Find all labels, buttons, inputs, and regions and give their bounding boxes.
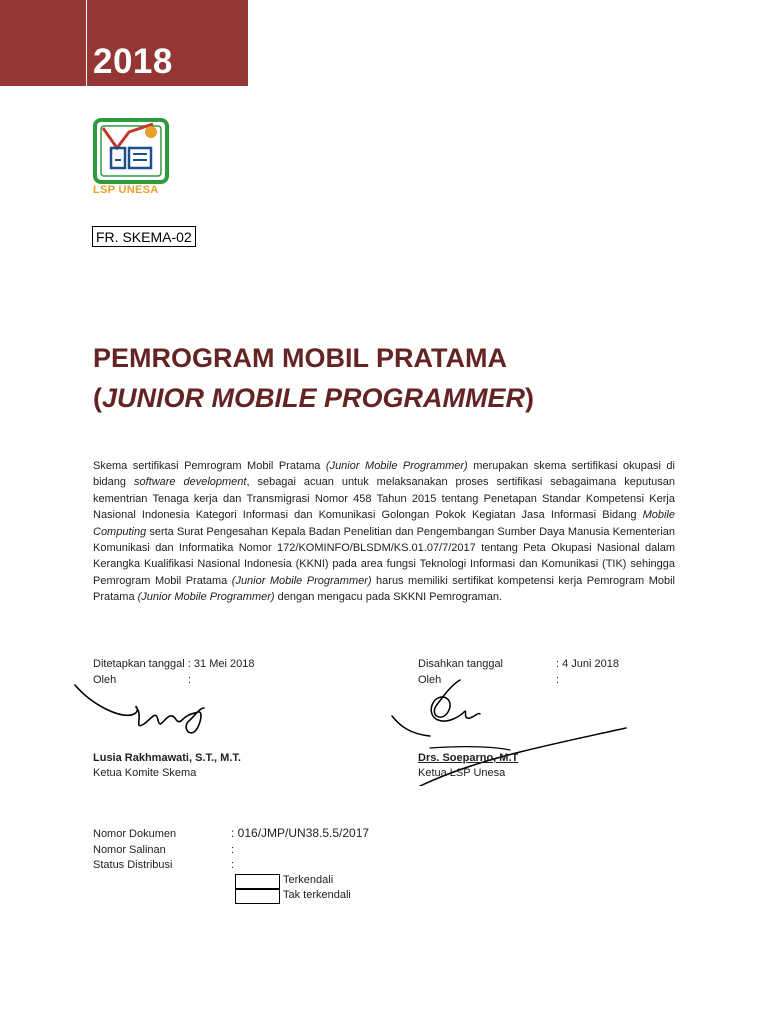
desc-part: serta Surat Pengesahan Kepala Badan Penelitian dan Pengembangan Sumber Daya Manusia Kementerian Komunikasi dan Informatika Nomor 172/KOMINFO/BLSDM/KS.01.07/7/2017 tentang Peta Okupasi Nasional dalam Kerangka Kualifikasi Nasional Indonesia (KKNI) pada area fungsi Teknologi Informasi dan Komunikasi (TIK) sehingga Pemrogram Mobil Pratama xyxy=(93,525,675,587)
desc-part: merupakan skema sertifikasi okupasi di bidang xyxy=(93,460,675,489)
desc-part: Skema sertifikasi Pemrogram Mobil Pratama xyxy=(93,460,326,472)
controlled-label: Terkendali xyxy=(283,874,334,886)
copy-number-label: Nomor Salinan xyxy=(93,844,166,856)
established-date: Ditetapkan tanggal : 31 Mei 2018 xyxy=(93,658,255,670)
right-by-label: Oleh xyxy=(418,674,442,686)
year-label: 2018 xyxy=(93,42,173,81)
desc-part: harus memiliki sertifikat kompetensi kerja Pemrogram Mobil Pratama xyxy=(93,574,675,604)
desc-italic: (Junior Mobile Programmer) xyxy=(231,574,372,587)
title-line-2 xyxy=(93,378,534,418)
title-paren-close: ) xyxy=(525,383,535,413)
title-paren-open: ( xyxy=(93,383,102,413)
form-code: FR. SKEMA-02 xyxy=(92,226,196,247)
controlled-checkbox[interactable] xyxy=(235,874,280,889)
desc-italic: Mobile Computing xyxy=(93,509,675,538)
banner-divider xyxy=(86,0,87,86)
approved-label: Disahkan tanggal xyxy=(418,658,504,670)
scheme-description xyxy=(93,458,675,606)
left-signature-icon xyxy=(72,680,232,750)
uncontrolled-label: Tak terkendali xyxy=(283,889,351,901)
copy-number-value: : xyxy=(231,844,235,856)
desc-italic: (Junior Mobile Programmer) xyxy=(325,460,468,472)
desc-part: dengan mengacu pada SKKNI Pemrograman. xyxy=(274,591,503,604)
distribution-status-label: Status Distribusi xyxy=(93,859,173,871)
title-line-1: PEMROGRAM MOBIL PRATAMA xyxy=(93,343,507,373)
right-signer-role: Ketua LSP Unesa xyxy=(418,767,506,779)
uncontrolled-checkbox[interactable] xyxy=(235,889,280,904)
right-by-colon: : xyxy=(556,674,560,686)
distribution-status-colon: : xyxy=(231,859,235,871)
desc-italic: (Junior Mobile Programmer) xyxy=(137,591,275,604)
scheme-title xyxy=(93,338,534,418)
left-signer-name: Lusia Rakhmawati, S.T., M.T. xyxy=(93,752,241,764)
left-by-colon: : xyxy=(188,674,192,686)
desc-part: , sebagai acuan untuk melaksanakan proses sertifikasi sebagaimana keputusan kementrian Tenaga kerja dan Transmigrasi Nomor 458 Tahun 2015 tentang Penetapan Standar Kompetensi Kerja Nasional Indonesia Kategori Informasi dan Komunikasi Golongan Pokok Kegiatan Jasa Informasi Bidang xyxy=(93,476,675,522)
approved-date: : 4 Juni 2018 xyxy=(556,658,619,670)
doc-number-value: : 016/JMP/UN38.5.5/2017 xyxy=(231,826,370,840)
left-by-label: Oleh xyxy=(93,674,117,686)
doc-number-label: Nomor Dokumen xyxy=(93,828,177,840)
title-english: JUNIOR MOBILE PROGRAMMER xyxy=(102,383,526,413)
logo-caption: LSP UNESA xyxy=(93,184,159,196)
right-signer-name: Drs. Soeparno, M.T xyxy=(418,752,519,764)
left-signer-role: Ketua Komite Skema xyxy=(93,767,197,779)
desc-italic: software development xyxy=(133,476,247,489)
